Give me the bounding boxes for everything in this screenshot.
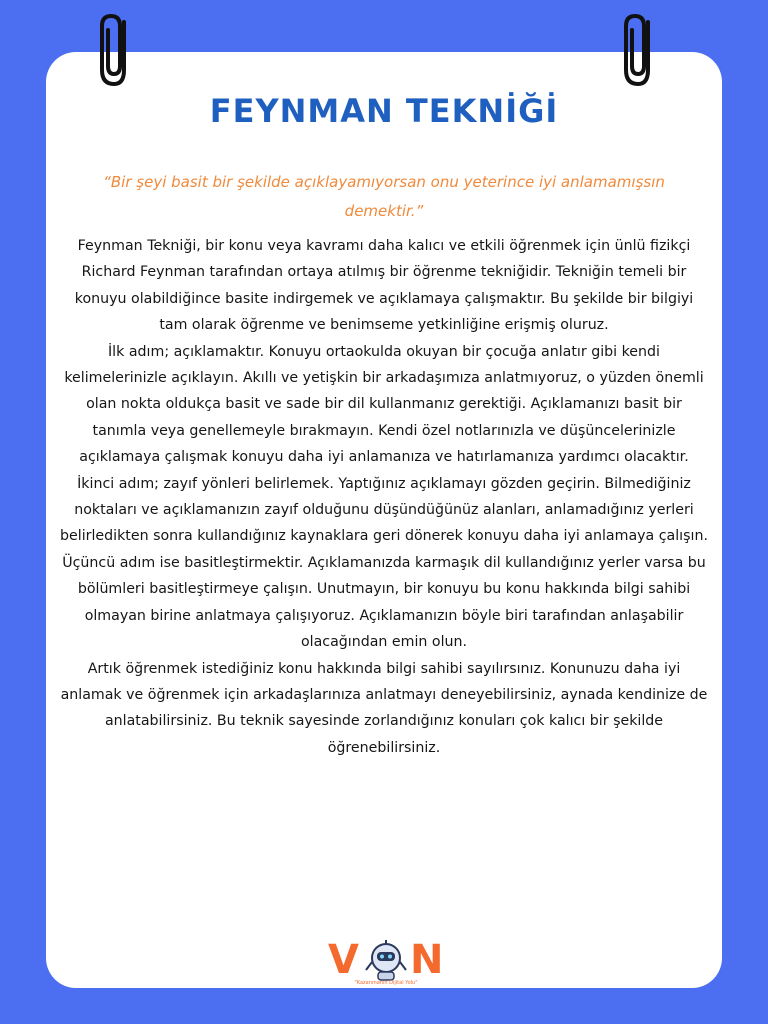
robot-icon xyxy=(364,940,408,982)
paragraph-step-2: İkinci adım; zayıf yönleri belirlemek. Yaptığınız açıklamayı gözden geçirin. Bilmediğiniz noktaları ve açıklamanızın zayıf olduğunu düşündüğünüz alanları, anlamadığınız yerleri belirledikten sonra kullandığınız kaynaklara geri dönerek konuyu daha iyi anlamaya çalışın. xyxy=(60,475,708,545)
paperclip-icon xyxy=(618,12,662,92)
logo-tagline: "Kazanmanın Dijital Yolu" xyxy=(354,980,418,986)
logo-letter-n: N xyxy=(410,937,444,983)
logo-letter-v: V xyxy=(328,937,359,983)
article-body xyxy=(60,233,708,761)
paperclip-icon xyxy=(94,12,138,92)
paragraph-intro: Feynman Tekniği, bir konu veya kavramı daha kalıcı ve etkili öğrenmek için ünlü fizikçi Richard Feynman tarafından ortaya atılmış bir öğrenme tekniğidir. Tekniğin temeli bir konuyu olabildiğince basite indirgemek ve açıklamaya çalışmaktır. Bu şekilde bir bilgiyi tam olarak öğrenme ve benimseme yetkinliğine erişmiş oluruz. xyxy=(74,238,694,334)
paragraph-step-3: Üçüncü adım ise basitleştirmektir. Açıklamanızda karmaşık dil kullandığınız yerler varsa bu bölümleri basitleştirmeye çalışın. Unutmayın, bir konuyu bu konu hakkında bilgi sahibi olmayan birine anlatmaya çalışıyoruz. Açıklamanızın böyle biri tarafından anlaşabilir olacağından emin olun. xyxy=(62,554,706,651)
brand-logo xyxy=(326,938,446,990)
paragraph-step-1: İlk adım; açıklamaktır. Konuyu ortaokulda okuyan bir çocuğa anlatır gibi kendi kelimelerinizle açıklayın. Akıllı ve yetişkin bir arkadaşımıza anlatmıyoruz, o yüzden önemli olan nokta oldukça basit ve sade bir dil kullanmanız gerektiği. Açıklamanızı basit bir tanımla veya genellemeyle bırakmayın. Kendi özel notlarınızla ve düşüncelerinizle açıklamaya çalışmak konuyu daha iyi anlamanıza ve hatırlamanıza yardımcı olacaktır. xyxy=(64,343,704,466)
quote: “Bir şeyi basit bir şekilde açıklayamıyorsan onu yeterince iyi anlamamışsın demektir.” xyxy=(103,173,665,220)
page-title: FEYNMAN TEKNİĞİ xyxy=(209,92,559,130)
paragraph-conclusion: Artık öğrenmek istediğiniz konu hakkında bilgi sahibi sayılırsınız. Konunuzu daha iyi anlamak ve öğrenmek için arkadaşlarınıza anlatmayı deneyebilirsiniz, aynada kendinize de anlatabilirsiniz. Bu teknik sayesinde zorlandığınız konuları çok kalıcı bir şekilde öğrenebilirsiniz. xyxy=(60,660,708,756)
